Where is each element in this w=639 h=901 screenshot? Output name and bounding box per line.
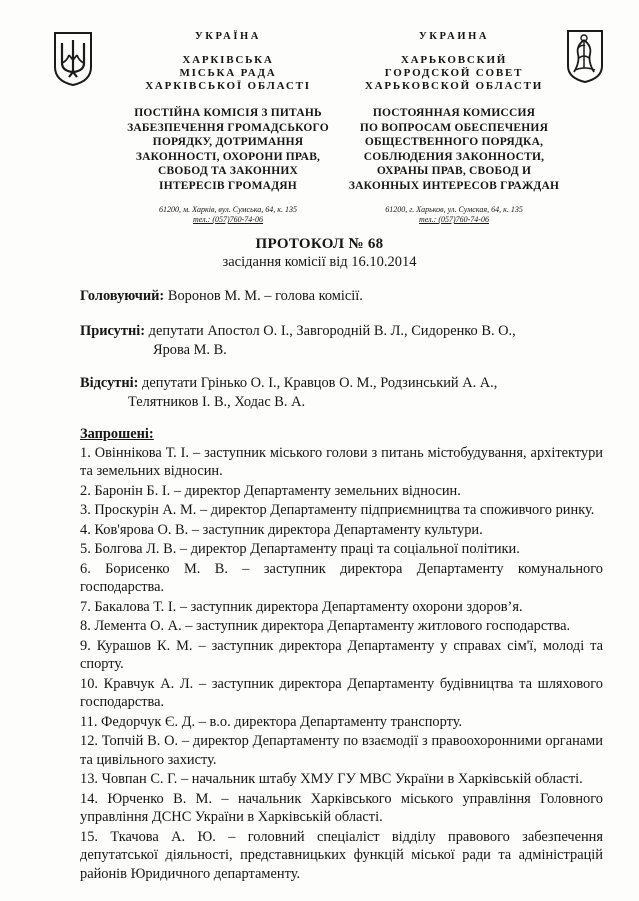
kharkiv-coat-of-arms-icon	[566, 28, 604, 84]
list-item: 1. Овіннікова Т. І. – заступник міського голови з питань містобудування, архітектури та земельних відносин.	[80, 444, 603, 479]
commission-line: ПО ВОПРОСАМ ОБЕСПЕЧЕНИЯ	[359, 121, 549, 134]
list-item: 8. Лемента О. А. – заступник директора Департаменту житлового господарства.	[80, 618, 571, 634]
commission-line: ЗАКОННОСТІ, ОХОРОНИ ПРАВ,	[135, 150, 321, 163]
country-name: УКРАИНА	[418, 31, 490, 42]
commission-line: ПОСТОЯННАЯ КОМИССИЯ	[372, 107, 536, 119]
commission-line: ПОСТІЙНА КОМІСІЯ З ПИТАНЬ	[134, 107, 322, 119]
list-item: 15. Ткачова А. Ю. – головний спеціаліст відділу правового забезпечення депутатської діяльності, представницьких функцій міської ради та адміністрацій районів Юридичного департаменту.	[80, 828, 603, 882]
chair-label: Головуючий:	[80, 288, 165, 304]
list-item: 12. Топчій В. О. – директор Департаменту по взаємодії з правоохоронними органами та цивільного захисту.	[80, 733, 603, 768]
council-line: МІСЬКА РАДА	[179, 67, 277, 79]
invited-section	[80, 425, 603, 884]
present-label: Присутні:	[80, 323, 146, 339]
list-item: 7. Бакалова Т. І. – заступник директора Департаменту охорони здоров’я.	[80, 598, 523, 615]
list-item: 9. Курашов К. М. – заступник директора Департаменту у справах сім'ї, молоді та спорту.	[80, 637, 603, 672]
country-name: УКРАЇНА	[194, 31, 261, 42]
commission-line: СОБЛЮДЕНИЯ ЗАКОННОСТИ,	[363, 150, 545, 163]
trident-coat-of-arms-icon	[52, 31, 94, 87]
list-item: 13. Човпан С. Г. – начальник штабу ХМУ ГУ МВС України в Харківській області.	[80, 771, 583, 787]
document-title	[0, 236, 639, 271]
present-text-continued: Ярова М. В.	[153, 341, 227, 358]
council-name	[112, 54, 344, 93]
commission-line: ПОРЯДКУ, ДОТРИМАННЯ	[152, 136, 304, 148]
protocol-number: ПРОТОКОЛ № 68	[255, 236, 384, 252]
council-line: ГОРОДСКОЙ СОВЕТ	[384, 67, 524, 79]
council-line: ХАРЬКОВСКИЙ	[400, 54, 508, 66]
present-line	[80, 322, 603, 341]
list-item: 11. Федорчук Є. Д. – в.о. директора Департаменту транспорту.	[80, 713, 463, 730]
address: 61200, г. Харьков, ул. Сумская, 64, к. 135	[385, 205, 523, 214]
council-line: ХАРКІВСЬКА	[182, 54, 274, 66]
chair-text: Воронов М. М. – голова комісії.	[167, 288, 363, 304]
absent-text: депутати Грінько О. І., Кравцов О. М., Родзинський А. А.,	[142, 375, 498, 391]
commission-name	[112, 106, 344, 193]
phone: тел.: (057)760-74-06	[193, 215, 263, 224]
present-section	[80, 322, 603, 359]
invited-label: Запрошені:	[80, 426, 154, 442]
present-text: депутати Апостол О. І., Завгородній В. Л., Сидоренко В. О.,	[148, 323, 516, 339]
council-line: ХАРКІВСЬКОЇ ОБЛАСТІ	[145, 80, 311, 92]
invited-list	[80, 444, 603, 884]
commission-line: ЗАБЕЗПЕЧЕННЯ ГРОМАДСЬКОГО	[127, 121, 329, 134]
list-item: 4. Ков'ярова О. В. – заступник директора Департаменту культури.	[80, 521, 483, 538]
phone: тел.: (057)760-74-06	[419, 215, 489, 224]
address: 61200, м. Харків, вул. Сумська, 64, к. 135	[159, 205, 297, 214]
commission-line: ЗАКОННЫХ ИНТЕРЕСОВ ГРАЖДАН	[348, 179, 560, 192]
absent-line	[80, 374, 603, 393]
list-item: 6. Борисенко М. В. – заступник директора Департаменту комунального господарства.	[80, 560, 603, 595]
chair-section	[80, 287, 603, 306]
address-block	[112, 205, 344, 225]
commission-name	[338, 106, 570, 193]
absent-text-continued: Телятников І. В., Ходас В. А.	[128, 393, 306, 410]
list-item: 14. Юрченко В. М. – начальник Харківського міського управління Головного управління ДСНС України в Харківській області.	[80, 790, 603, 825]
address-block	[338, 205, 570, 225]
list-item: 10. Кравчук А. Л. – заступник директора Департаменту будівництва та шляхового господарства.	[80, 675, 603, 710]
council-name	[338, 54, 570, 93]
council-line: ХАРЬКОВСКОЙ ОБЛАСТИ	[364, 80, 544, 92]
letterhead-ukrainian	[112, 30, 344, 225]
commission-line: ОБЩЕСТВЕННОГО ПОРЯДКА,	[364, 136, 544, 148]
list-item: 3. Проскурін А. М. – директор Департаменту підприємництва та споживчого ринку.	[80, 502, 595, 518]
meeting-date: засідання комісії від 16.10.2014	[222, 254, 417, 270]
list-item: 2. Баронін Б. І. – директор Департаменту земельних відносин.	[80, 482, 461, 499]
commission-line: СВОБОД ТА ЗАКОННИХ	[158, 165, 298, 177]
letterhead-russian	[338, 30, 570, 225]
commission-line: ІНТЕРЕСІВ ГРОМАДЯН	[159, 179, 297, 192]
list-item: 5. Болгова Л. В. – директор Департаменту праці та соціальної політики.	[80, 541, 520, 557]
absent-section	[80, 374, 603, 411]
commission-line: ОХРАНЫ ПРАВ, СВОБОД И	[376, 165, 532, 177]
absent-label: Відсутні:	[80, 375, 139, 391]
